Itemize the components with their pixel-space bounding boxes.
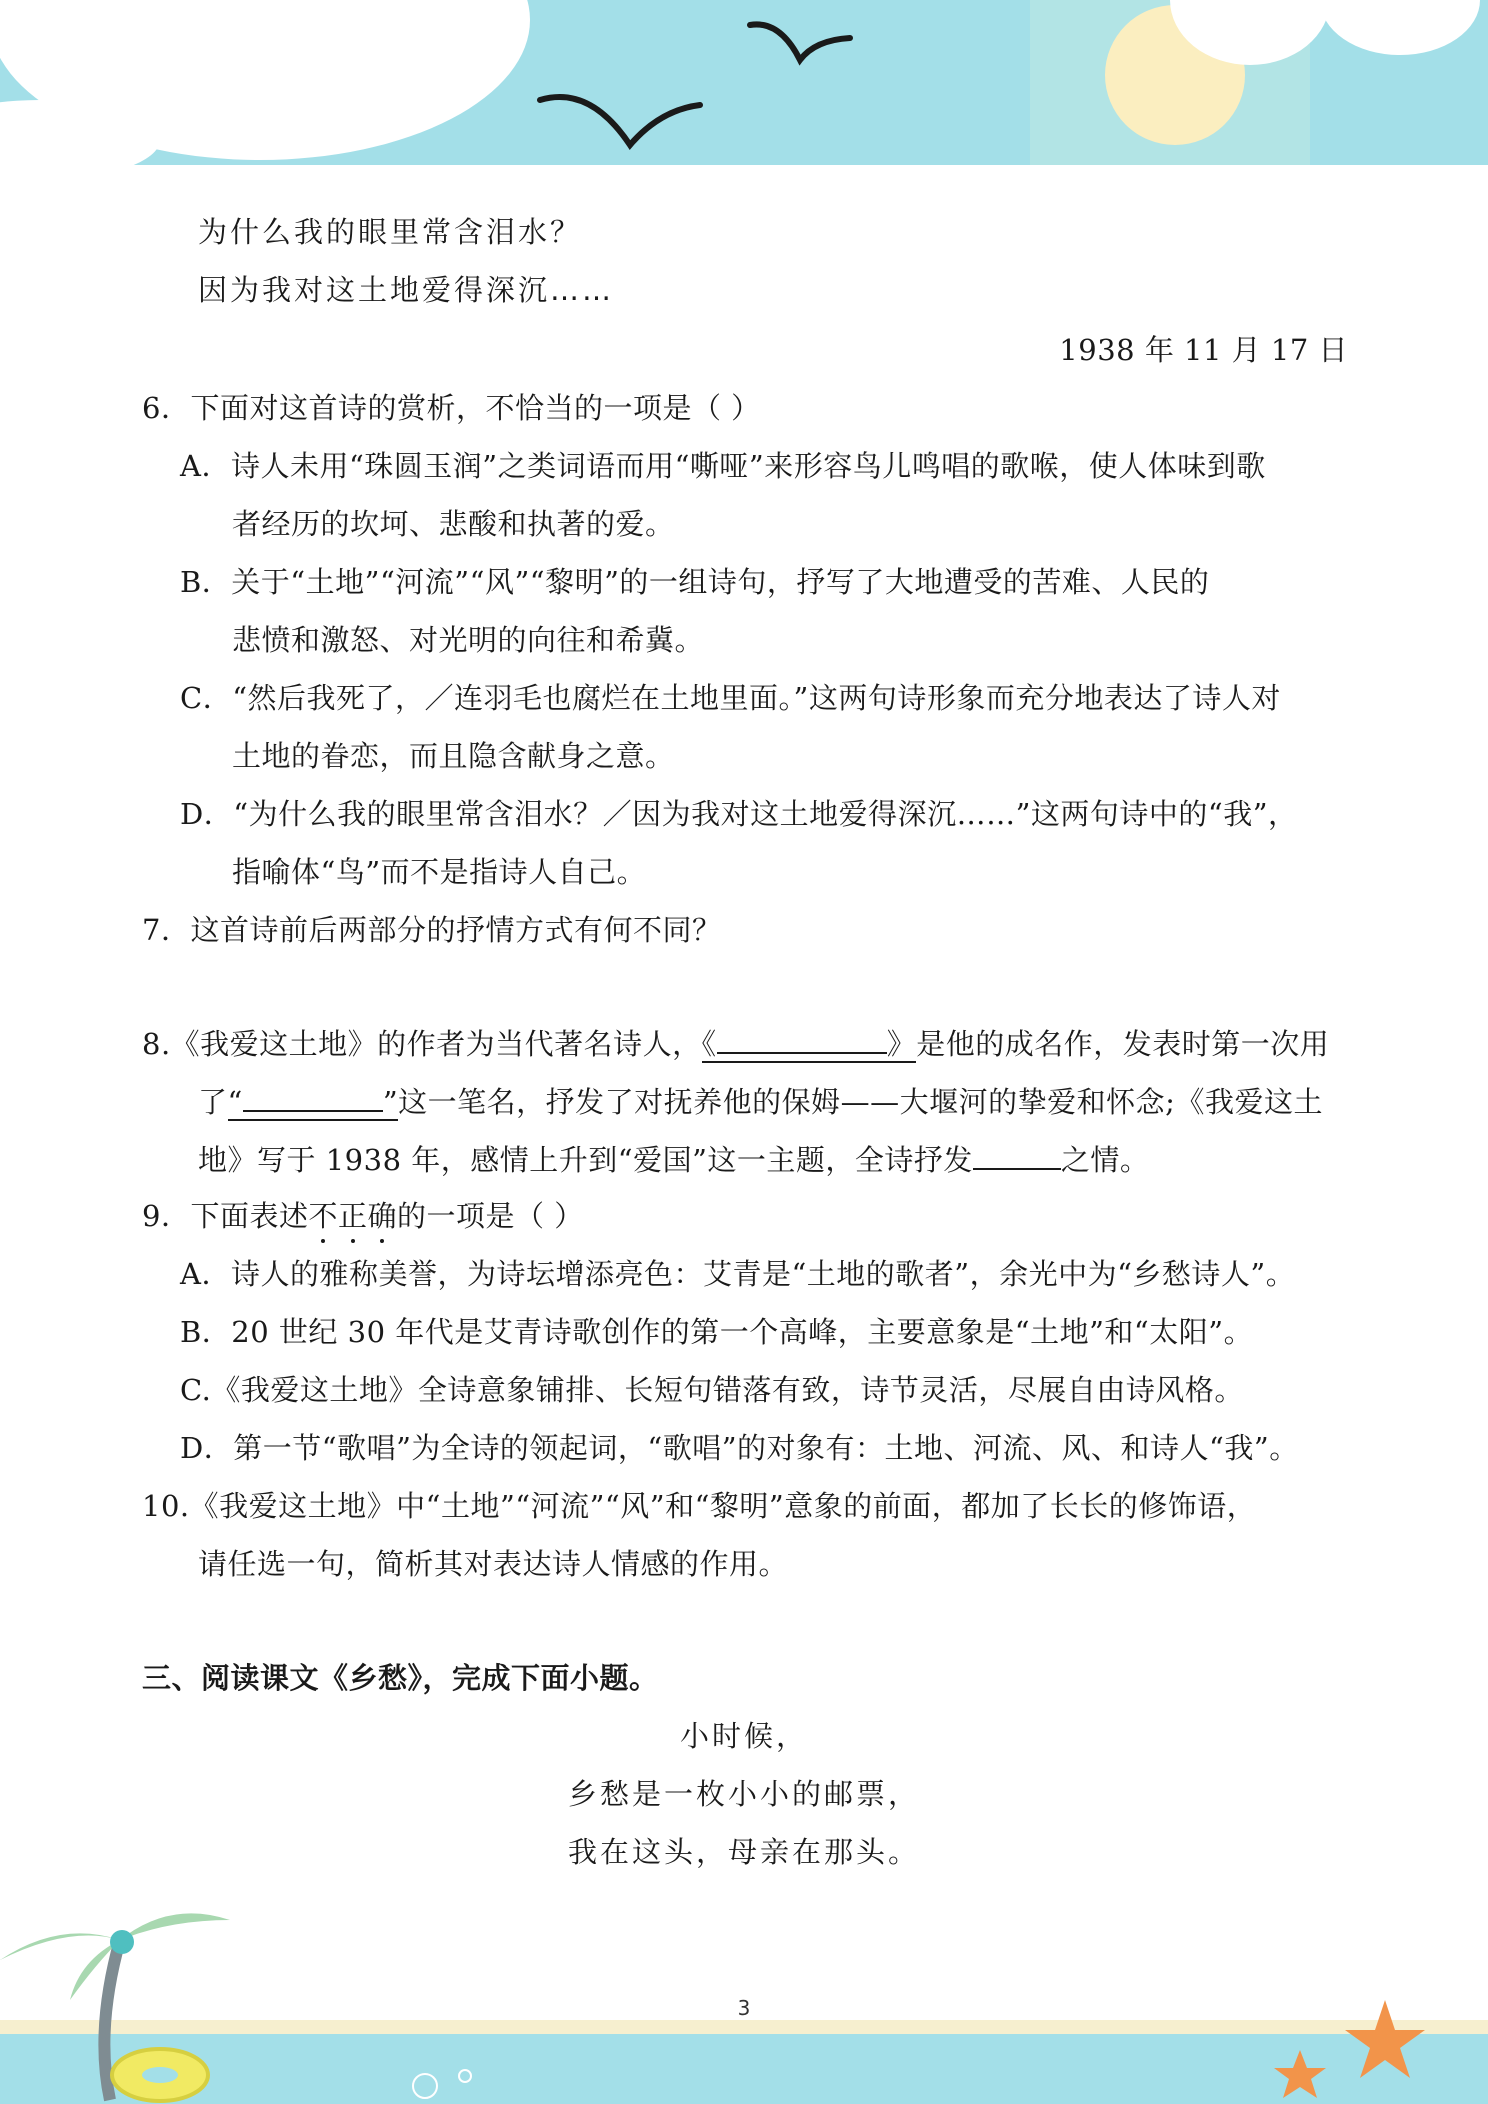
option-9c: C.《我爱这土地》全诗意象铺排、长短句错落有致，诗节灵活，尽展自由诗风格。 xyxy=(180,1373,1244,1407)
poem-line: 乡愁是一枚小小的邮票， xyxy=(567,1777,920,1811)
question-9-stem: 9．下面表述不正确的一项是（ ） xyxy=(142,1199,584,1233)
poem-line: 小时候， xyxy=(679,1719,808,1753)
footer-banner xyxy=(0,1880,1488,2104)
poem-date: 1938 年 11 月 17 日 xyxy=(1059,333,1348,367)
poem-line: 我在这头，母亲在那头。 xyxy=(567,1835,920,1869)
emotion-blank[interactable] xyxy=(973,1138,1061,1170)
emphasis-char: 不 xyxy=(308,1199,338,1233)
option-6b: B．关于“土地”“河流”“风”“黎明”的一组诗句，抒写了大地遭受的苦难、人民的 xyxy=(180,565,1210,599)
question-8-line3: 地》写于 1938 年，感情上升到“爱国”这一主题，全诗抒发 之情。 xyxy=(198,1138,1149,1180)
question-8-line1: 8.《我爱这土地》的作者为当代著名诗人，《 》是他的成名作，发表时第一次用 xyxy=(142,1022,1329,1064)
question-10-line1: 10.《我爱这土地》中“土地”“河流”“风”和“黎明”意象的前面，都加了长长的修饰语， xyxy=(142,1489,1257,1523)
poem-line: 因为我对这土地爱得深沉…… xyxy=(198,273,615,307)
question-8-line2: 了“ ”这一笔名，抒发了对抚养他的保姆——大堰河的挚爱和怀念;《我爱这土 xyxy=(198,1080,1323,1122)
emphasis-char: 正 xyxy=(337,1199,368,1233)
option-6a: A．诗人未用“珠圆玉润”之类词语而用“嘶哑”来形容鸟儿鸣唱的歌喉，使人体味到歌 xyxy=(180,449,1266,483)
option-6c-cont: 土地的眷恋，而且隐含献身之意。 xyxy=(232,739,675,773)
question-7-stem: 7．这首诗前后两部分的抒情方式有何不同？ xyxy=(142,913,722,947)
penname-blank[interactable]: “ ” xyxy=(228,1085,399,1121)
option-9b: B．20 世纪 30 年代是艾青诗歌创作的第一个高峰，主要意象是“土地”和“太阳”。 xyxy=(180,1315,1254,1349)
option-6d-cont: 指喻体“鸟”而不是指诗人自己。 xyxy=(232,855,647,889)
question-10-line2: 请任选一句，简析其对表达诗人情感的作用。 xyxy=(198,1547,789,1581)
title-blank[interactable]: 《 》 xyxy=(702,1027,917,1063)
option-6c: C．“然后我死了，／连羽毛也腐烂在土地里面。”这两句诗形象而充分地表达了诗人对 xyxy=(180,681,1281,715)
option-9a: A．诗人的雅称美誉，为诗坛增添亮色：艾青是“土地的歌者”，余光中为“乡愁诗人”。 xyxy=(180,1257,1296,1291)
option-6b-cont: 悲愤和激怒、对光明的向往和希冀。 xyxy=(232,623,705,657)
question-6-stem: 6．下面对这首诗的赏析，不恰当的一项是（ ） xyxy=(142,391,761,425)
option-6a-cont: 者经历的坎坷、悲酸和执著的爱。 xyxy=(232,507,675,541)
page-number: 3 xyxy=(737,1996,751,2020)
poem-line: 为什么我的眼里常含泪水？ xyxy=(198,215,583,249)
option-9d: D．第一节“歌唱”为全诗的领起词，“歌唱”的对象有：土地、河流、风、和诗人“我”。 xyxy=(180,1431,1299,1465)
option-6d: D．“为什么我的眼里常含泪水？／因为我对这土地爱得深沉……”这两句诗中的“我”， xyxy=(180,797,1298,831)
emphasis-char: 确 xyxy=(367,1199,397,1233)
header-banner xyxy=(0,0,1488,170)
section-3-heading: 三、阅读课文《乡愁》，完成下面小题。 xyxy=(142,1661,659,1695)
